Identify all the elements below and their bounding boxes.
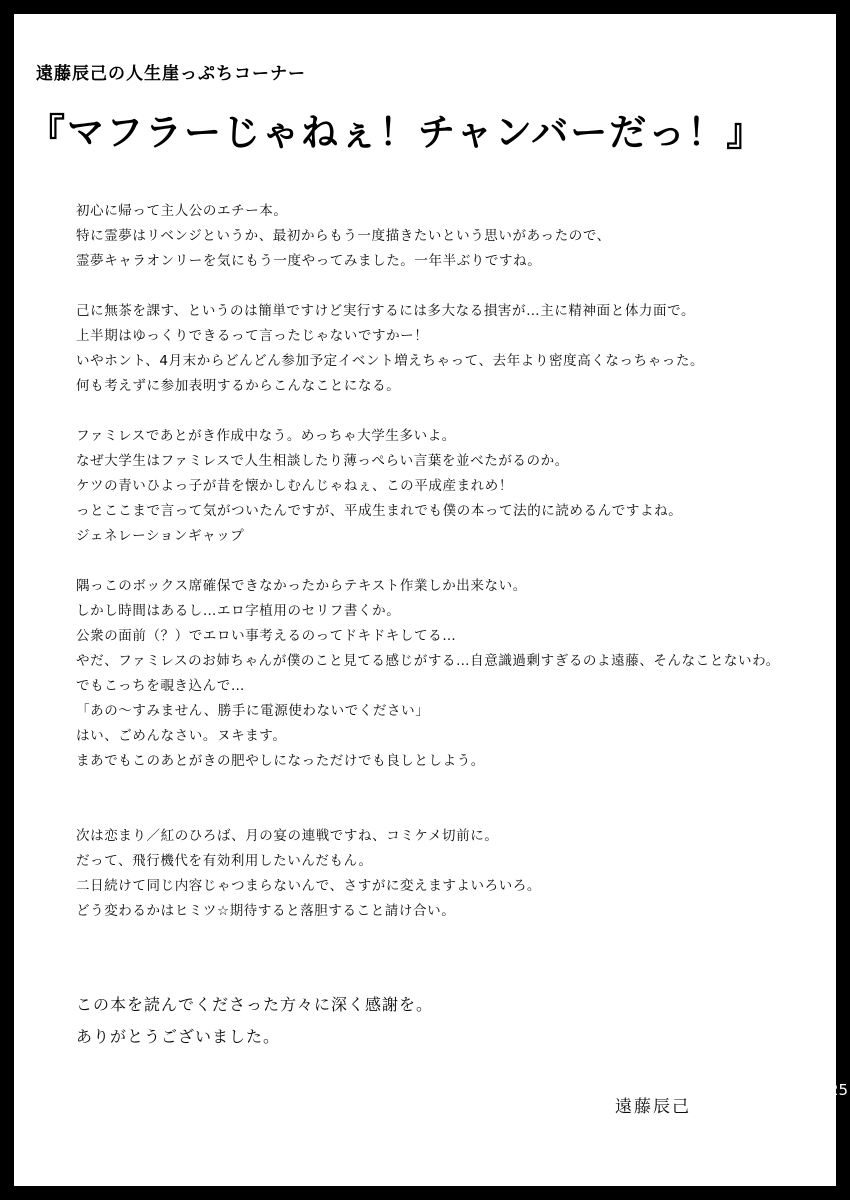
body-line: ケツの青いひよっ子が昔を懐かしむんじゃねぇ、この平成産まれめ！ (76, 478, 513, 494)
closing-line: この本を読んでくださった方々に深く感謝を。 (76, 995, 434, 1014)
body-line: っとここまで言って気がついたんですが、平成生まれでも僕の本って法的に読めるんですよね。 (76, 503, 683, 519)
body-line: なぜ大学生はファミレスで人生相談したり薄っぺらい言葉を並べたがるのか。 (76, 453, 569, 469)
body-line: しかし時間はあるし…エロ字植用のセリフ書くか。 (76, 603, 401, 619)
body-line: 公衆の面前（？）でエロい事考えるのってドキドキしてる… (76, 628, 457, 644)
author-signature: 遠藤辰己 (615, 1097, 691, 1117)
body-line: はい、ごめんなさい。ヌキます。 (76, 728, 287, 744)
body-paragraph (76, 574, 786, 774)
body-line: 何も考えずに参加表明するからこんなことになる。 (76, 378, 401, 394)
body-line: だって、飛行機代を有効利用したいんだもん。 (76, 853, 373, 869)
page-number: 25 (828, 1081, 848, 1099)
body-line: 二日続けて同じ内容じゃつまらないんで、さすがに変えますよいろいろ。 (76, 878, 542, 894)
body-line: いやホント、4月末からどんどん参加予定イベント増えちゃって、去年より密度高くなっちゃった。 (76, 353, 705, 369)
body-paragraph (76, 824, 786, 924)
body-line: 次は恋まり／紅のひろば、月の宴の連戦ですね、コミケメ切前に。 (76, 828, 499, 844)
body-line: 己に無茶を課す、というのは簡単ですけど実行するには多大なる損害が…主に精神面と体力面で。 (76, 303, 696, 319)
body-line: 隅っこのボックス席確保できなかったからテキスト作業しか出来ない。 (76, 578, 527, 594)
body-line: まあでもこのあとがきの肥やしになっただけでも良しとしよう。 (76, 753, 485, 769)
paper-sheet (14, 14, 836, 1186)
body-paragraph (76, 299, 786, 399)
body-line: 上半期はゆっくりできるって言ったじゃないですかー！ (76, 328, 429, 344)
body-line: 「あの〜すみません、勝手に電源使わないでください」 (76, 703, 430, 719)
page-title: 『マフラーじゃねぇ！チャンバーだっ！』 (28, 111, 766, 154)
body-line: ファミレスであとがき作成中なう。めっちゃ大学生多いよ。 (76, 428, 456, 444)
body-line: でもこっちを覗き込んで… (76, 678, 245, 694)
body-line: ジェネレーションギャップ (76, 528, 245, 544)
body-line: 特に霊夢はリベンジというか、最初からもう一度描きたいという思いがあったので、 (76, 228, 611, 244)
body-line: 初心に帰って主人公のエチー本。 (76, 203, 288, 219)
closing-line: ありがとうございました。 (76, 1027, 281, 1046)
body-paragraph (76, 199, 786, 274)
body-paragraph (76, 424, 786, 549)
body-line: 霊夢キャラオンリーを気にもう一度やってみました。一年半ぶりですね。 (76, 253, 542, 269)
page-content (14, 14, 836, 1186)
section-kicker: 遠藤辰己の人生崖っぷちコーナー (36, 64, 306, 84)
body-line: どう変わるかはヒミツ☆期待すると落胆すること請け合い。 (76, 903, 456, 919)
closing-paragraph (76, 989, 786, 1053)
body-line: やだ、ファミレスのお姉ちゃんが僕のこと見てる感じがする…自意識過剰すぎるのよ遠藤、そんなことないわ。 (76, 653, 780, 669)
